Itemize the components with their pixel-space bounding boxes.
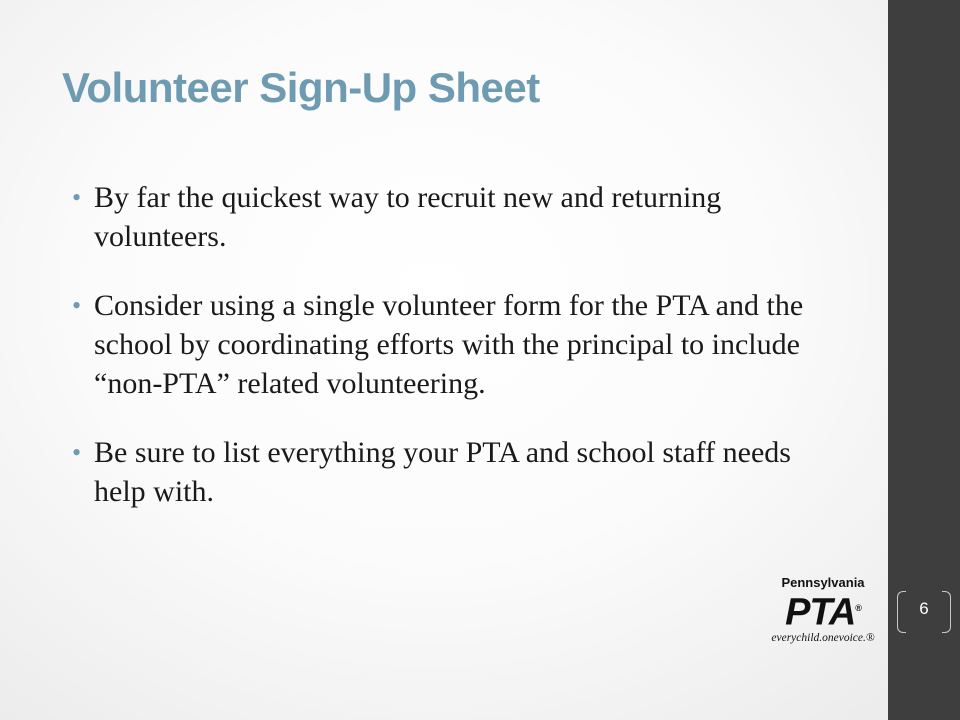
page-number: 6: [919, 599, 929, 618]
bullet-text: Be sure to list everything your PTA and school staff needs help with.: [94, 436, 791, 508]
pennsylvania-pta-logo: [760, 576, 886, 646]
bullet-icon: •: [72, 183, 82, 212]
logo-registered-mark: ®: [855, 603, 861, 613]
bullet-icon: •: [72, 438, 82, 467]
bullet-text: Consider using a single volunteer form for the PTA and the school by coordinating efforts with the principal to include “non-PTA” related volunteering.: [94, 289, 804, 400]
logo-wordmark: [760, 590, 886, 634]
slide-title: Volunteer Sign-Up Sheet: [62, 64, 540, 111]
logo-tagline: everychild.onevoice.®: [771, 631, 875, 644]
bullet-item: [72, 433, 832, 511]
logo-state-name: Pennsylvania: [781, 575, 865, 590]
bullet-icon: •: [72, 291, 82, 320]
bullet-item: [72, 178, 832, 256]
logo-wordmark-text: PTA: [785, 591, 856, 634]
bullet-text: By far the quickest way to recruit new and returning volunteers.: [94, 181, 722, 253]
page-number-badge: [897, 591, 951, 633]
bullet-item: [72, 286, 832, 403]
right-bracket-icon: [942, 591, 951, 633]
bullet-list: [72, 178, 832, 541]
